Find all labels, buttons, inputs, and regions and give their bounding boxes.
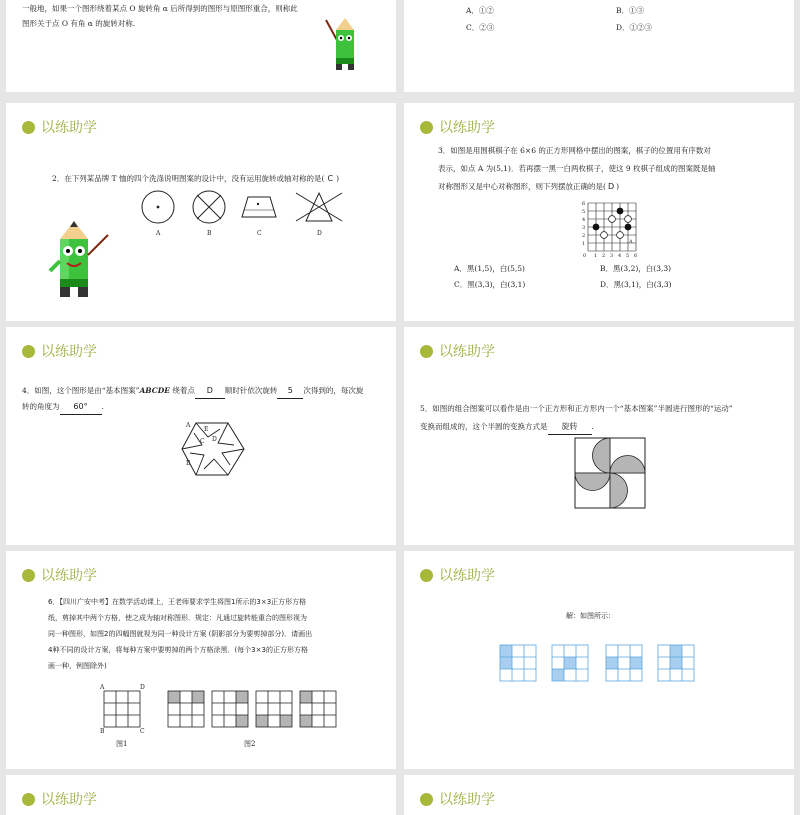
bullet-dot-icon (22, 121, 35, 134)
section-header (22, 565, 97, 585)
q6-corner-b: B (100, 728, 105, 735)
example-grid-1 (168, 691, 204, 727)
q5-answer: 旋转 (548, 419, 592, 435)
svg-text:0: 0 (583, 253, 587, 259)
svg-text:2: 2 (582, 233, 586, 239)
bullet-dot-icon (420, 121, 433, 134)
card-q2 (6, 103, 396, 321)
q6-corner-d: D (140, 684, 145, 691)
option-c: C．②③ (466, 23, 495, 32)
card-top-left (6, 0, 396, 92)
q2-label-d: D (317, 230, 322, 237)
q3-option-d: D．黑(3,1)，白(3,3) (600, 280, 672, 289)
section-header (22, 341, 97, 361)
svg-text:6: 6 (634, 253, 638, 259)
pencil-mascot-icon (324, 18, 368, 72)
header-label: 以练助学 (439, 568, 495, 584)
option-b: B．①③ (616, 6, 645, 15)
svg-text:2: 2 (602, 253, 606, 259)
q2-label-b: B (207, 230, 212, 237)
header-label: 以练助学 (439, 120, 495, 136)
q2-label-c: C (257, 230, 262, 237)
section-header (420, 789, 495, 809)
q4-line2: 转的角度为 60° . (22, 399, 104, 415)
section-header (22, 117, 97, 137)
symbol-circle-dot-icon (142, 191, 174, 223)
example-grid-2 (212, 691, 248, 727)
q2-text: 2．在下列某品牌 T 恤的四个洗涤说明图案的设计中，没有运用旋转或轴对称的是( C ) (52, 174, 339, 183)
bullet-dot-icon (22, 793, 35, 806)
q6-figure1-grid (98, 683, 146, 733)
header-label: 以练助学 (41, 344, 97, 360)
solution-grid-2 (552, 645, 588, 681)
q2-answer: C (327, 174, 334, 183)
q6-line4: 4种不同的设计方案，将每种方案中要剪掉的两个方格涂黑．(每个3×3的正方形方格 (48, 646, 308, 654)
q2-label-a: A (156, 230, 161, 237)
section-header (420, 117, 495, 137)
solution-grid-3 (606, 645, 642, 681)
q3-line2: 表示，如点 A 为(5,1)．若再摆一黑一白两枚棋子，使这 9 枚棋子组成的图案既是轴 (438, 164, 716, 173)
header-label: 以练助学 (439, 792, 495, 808)
bullet-dot-icon (420, 569, 433, 582)
point-label-a: A (629, 239, 633, 245)
option-d: D．①②③ (616, 23, 653, 32)
svg-text:5: 5 (626, 253, 630, 259)
black-stone (625, 224, 632, 231)
solution-grid-4 (658, 645, 694, 681)
section-header (420, 565, 495, 585)
card-bottom-left (6, 775, 396, 815)
card-q6 (6, 551, 396, 769)
q3-line1: 3．如图是用围棋棋子在 6×6 的正方形网格中摆出的图案，棋子的位置用有序数对 (438, 146, 711, 155)
q6-line2: 纸，剪掉其中两个方格，使之成为轴对称图形．规定：凡通过旋转能重合的图形视为 (48, 614, 307, 622)
section-header (420, 341, 495, 361)
q6-fig1-caption: 图1 (116, 740, 128, 748)
section-header (22, 789, 97, 809)
q4-line1: 4．如图，这个图形是由“基本图案”ABCDE 绕着点 D 顺时针依次旋转 5 次得到的，每次旋 (22, 383, 363, 399)
card-q5 (404, 327, 794, 545)
q6-corner-c: C (140, 728, 145, 735)
q6-line3: 同一种图形，如图2的四幅图就视为同一种设计方案 (阴影部分为要剪掉部分)．请画出 (48, 630, 313, 638)
header-label: 以练助学 (41, 568, 97, 584)
q5-line2: 变换而组成的，这个半圆的变换方式是 旋转 . (420, 419, 594, 435)
card-q4 (6, 327, 396, 545)
intro-line1: 一般地，如果一个图形绕着某点 O 旋转角 α 后所得到的图形与原图形重合，则称此 (22, 4, 298, 13)
card-top-right (404, 0, 794, 92)
example-grid-4 (300, 691, 336, 727)
bullet-dot-icon (420, 345, 433, 358)
q4-answer-count: 5 (277, 383, 303, 399)
header-label: 以练助学 (41, 792, 97, 808)
svg-text:1: 1 (582, 241, 586, 247)
card-bottom-right (404, 775, 794, 815)
white-stone (601, 232, 608, 239)
svg-text:4: 4 (582, 217, 586, 223)
q3-option-b: B．黑(3,2)，白(3,3) (600, 264, 672, 273)
svg-text:5: 5 (582, 209, 586, 215)
svg-text:1: 1 (594, 253, 598, 259)
white-stone (617, 232, 624, 239)
black-stone (593, 224, 600, 231)
q4-label-e: E (204, 426, 209, 433)
q3-answer: D (607, 182, 615, 191)
svg-text:4: 4 (618, 253, 622, 259)
q6-figure2-grids (166, 689, 338, 729)
black-stone (617, 208, 624, 215)
intro-line2: 图形关于点 O 有角 α 的旋转对称. (22, 19, 136, 28)
q5-pinwheel-figure (574, 437, 646, 509)
q5-line1: 5．如图的组合图案可以看作是由一个正方形和正方形内一个“基本图案”半圆进行图形的“运动” (420, 404, 733, 413)
q3-go-grid (580, 199, 640, 257)
q6-line5: 画一种，例图除外) (48, 662, 107, 670)
svg-text:3: 3 (610, 253, 614, 259)
white-stone (609, 216, 616, 223)
solution-grids (498, 643, 698, 683)
bullet-dot-icon (22, 569, 35, 582)
symbol-crossed-circle-icon (193, 191, 225, 223)
white-stone (625, 216, 632, 223)
symbol-crossed-triangle-icon (296, 193, 342, 221)
q2-symbols (136, 187, 356, 237)
header-label: 以练助学 (41, 120, 97, 136)
q4-hexagon-figure (178, 419, 248, 481)
q6-corner-a: A (100, 684, 105, 691)
bullet-dot-icon (420, 793, 433, 806)
q4-answer-point: D (195, 383, 225, 399)
q4-answer-angle: 60° (60, 399, 102, 415)
example-grid-3 (256, 691, 292, 727)
q4-label-c: C (200, 438, 205, 445)
header-label: 以练助学 (439, 344, 495, 360)
card-solution (404, 551, 794, 769)
q3-option-c: C．黑(3,3)，白(3,1) (454, 280, 526, 289)
q4-label-d: D (212, 436, 217, 443)
pencil-mascot-icon (46, 221, 112, 301)
option-a: A．①② (466, 6, 494, 15)
q4-label-b: B (186, 460, 191, 467)
svg-text:6: 6 (582, 201, 586, 207)
q3-line3: 对称图形又是中心对称图形，则下列摆放正确的是( D ) (438, 182, 620, 191)
card-q3 (404, 103, 794, 321)
bullet-dot-icon (22, 345, 35, 358)
q6-line1: 6．【四川广安中考】在数学活动课上，王老师要求学生将图1所示的3×3正方形方格 (48, 598, 307, 606)
solution-text: 解：如图所示： (566, 612, 615, 620)
symbol-trapezoid-icon (242, 197, 276, 217)
q3-option-a: A．黑(1,5)，白(5,5) (454, 264, 525, 273)
q4-label-a: A (186, 422, 191, 429)
solution-grid-1 (500, 645, 536, 681)
svg-text:3: 3 (582, 225, 586, 231)
q6-fig2-caption: 图2 (244, 740, 256, 748)
